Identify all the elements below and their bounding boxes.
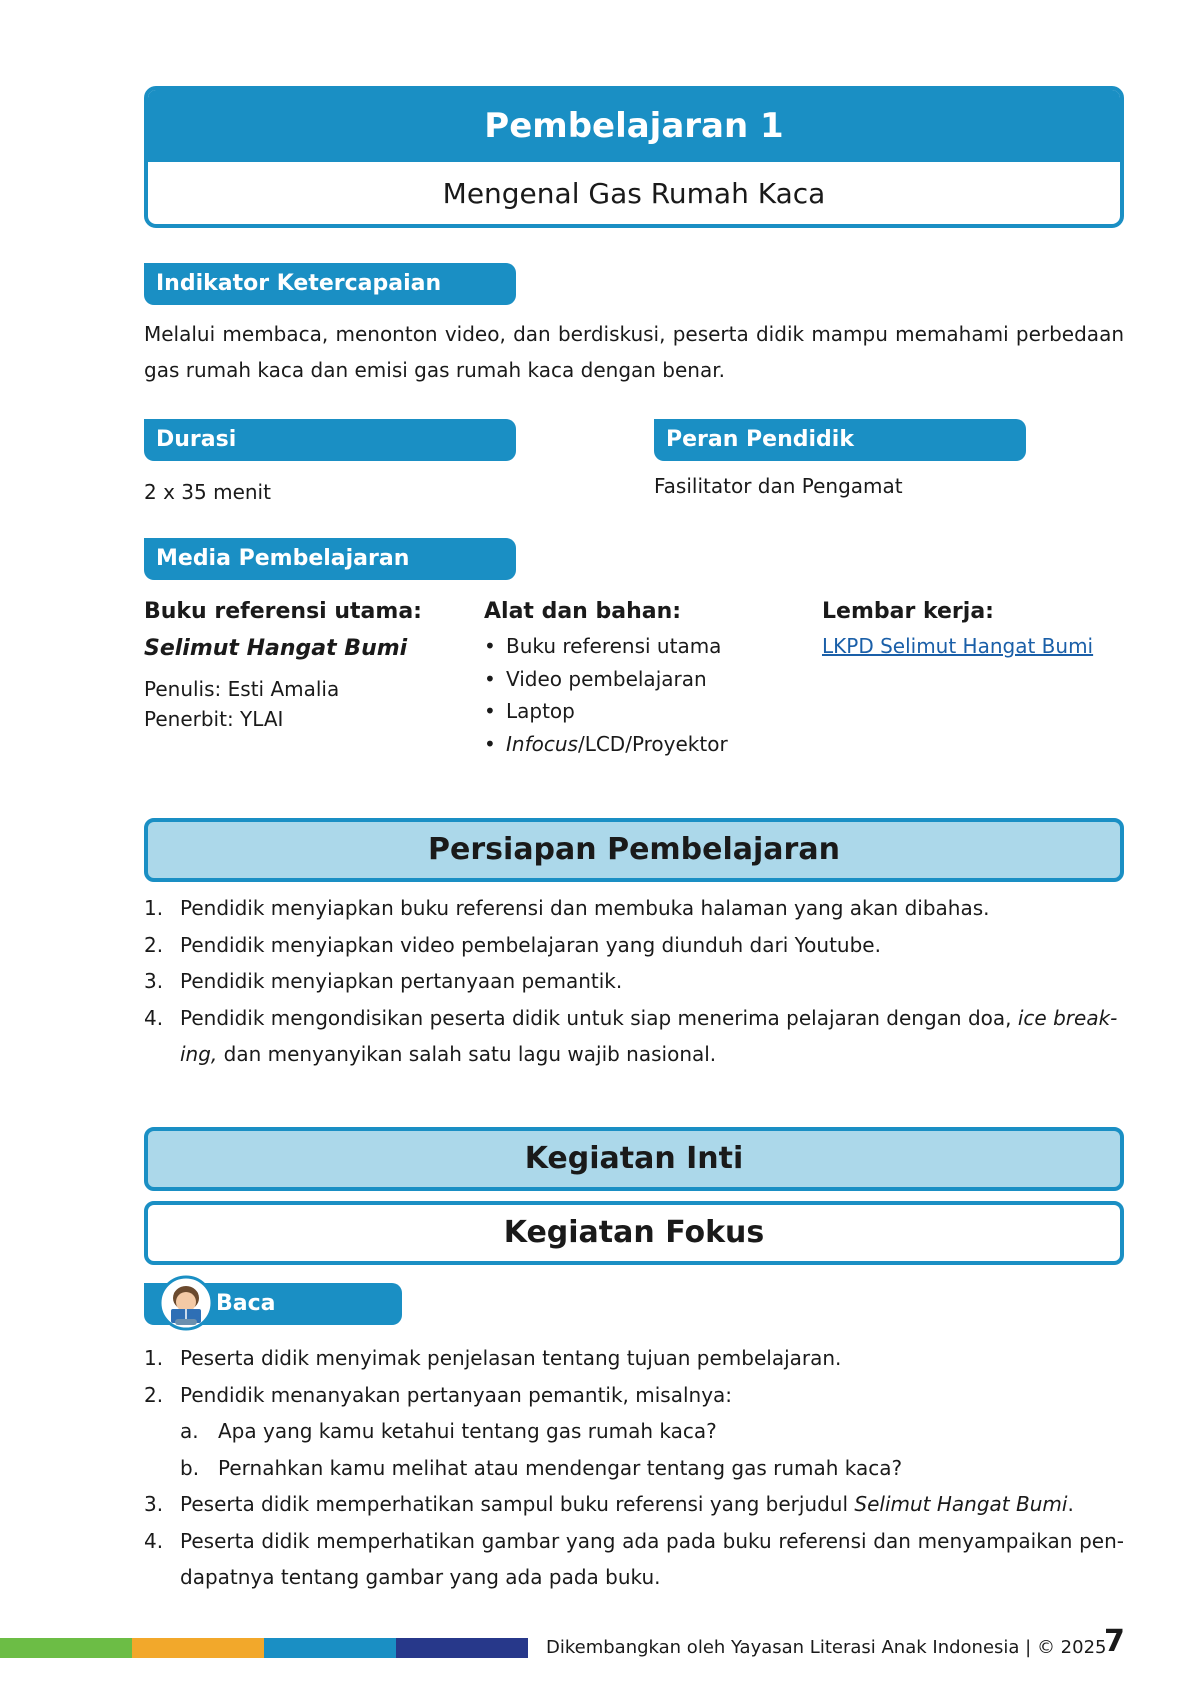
list-item: 4. Pendidik mengondisikan peserta didik untuk siap menerima pelajaran dengan doa, ice break- ing, dan menyanyikan salah satu lagu wajib nasional. <box>144 1005 1118 1066</box>
indikator-text: Melalui membaca, menonton video, dan berdiskusi, peserta didik mampu memahami perbedaan gas rumah kaca dan emisi gas rumah kaca dengan benar. <box>144 322 1124 382</box>
footer-bar-orange <box>132 1638 264 1658</box>
reading-child-icon <box>158 1275 214 1331</box>
footer-bar-blue <box>264 1638 396 1658</box>
list-item <box>484 728 784 761</box>
list-item: • Laptop <box>484 695 784 728</box>
list-item-text: Pendidik menanyakan pertanyaan pemantik, misalnya: <box>180 1382 733 1407</box>
list-item-text: Pendidik mengondisikan peserta didik untuk siap menerima pelajaran dengan doa, <box>180 1005 1018 1030</box>
list-item-text: Pendidik menyiapkan video pembelajaran yang diunduh dari Youtube. <box>180 932 881 957</box>
list-item-text: Peserta didik memperhatikan gambar yang ada pada buku referensi dan menyampaikan pen-dapatnya tentang gambar yang ada pada buku. <box>180 1528 1124 1589</box>
peran-label: Peran Pendidik <box>654 419 1026 461</box>
list-item-text-end: . <box>1067 1492 1074 1516</box>
sub-list-item: b. Pernahkan kamu melihat atau mendengar tentang gas rumah kaca? <box>180 1455 903 1480</box>
lesson-subtitle: Mengenal Gas Rumah Kaca <box>442 177 826 210</box>
buku-penerbit: Penerbit: YLAI <box>144 707 284 731</box>
list-item: 2. Pendidik menanyakan pertanyaan pemantik, misalnya: a. Apa yang kamu ketahui tentang gas rumah kaca? b. Pernahkan kamu melihat atau mendengar tentang gas rumah kaca? <box>144 1377 1124 1487</box>
durasi-label: Durasi <box>144 419 516 461</box>
media-label: Media Pembelajaran <box>144 538 516 580</box>
sub-list-item-text: Apa yang kamu ketahui tentang gas rumah kaca? <box>218 1419 717 1443</box>
list-item-text-cont: dan menyanyikan salah satu lagu wajib nasional. <box>217 1042 717 1066</box>
lkpd-link[interactable]: LKPD Selimut Hangat Bumi <box>822 634 1094 658</box>
infocus-italic: Infocus <box>506 731 578 756</box>
list-item-text: Peserta didik memperhatikan sampul buku referensi yang berjudul <box>180 1492 855 1516</box>
sub-list-item-text: Pernahkan kamu melihat atau mendengar tentang gas rumah kaca? <box>218 1455 903 1480</box>
buku-heading: Buku referensi utama: <box>144 599 422 624</box>
footer-bar-green <box>0 1638 132 1658</box>
sub-list-item: a. Apa yang kamu ketahui tentang gas rumah kaca? <box>180 1419 717 1443</box>
persiapan-list <box>144 890 1124 1073</box>
list-item: 3. Peserta didik memperhatikan sampul buku referensi yang berjudul Selimut Hangat Bumi. <box>144 1492 1074 1516</box>
list-item: 1. Pendidik menyiapkan buku referensi dan membuka halaman yang akan dibahas. <box>144 896 990 920</box>
ice-breaking-italic: ice break- <box>1017 1005 1118 1030</box>
buku-referensi-column <box>144 594 464 734</box>
kegiatan-inti-title: Kegiatan Inti <box>144 1127 1124 1191</box>
durasi-text: 2 x 35 menit <box>144 480 271 504</box>
lesson-title: Pembelajaran 1 <box>148 90 1120 162</box>
lembar-heading: Lembar kerja: <box>822 599 994 624</box>
alat-heading: Alat dan bahan: <box>484 599 682 624</box>
infocus-rest: /LCD/Proyektor <box>577 731 728 756</box>
list-item-text: Peserta didik menyimak penjelasan tentang tujuan pembelajaran. <box>180 1346 842 1370</box>
kegiatan-fokus-title: Kegiatan Fokus <box>144 1201 1124 1265</box>
lembar-column <box>822 594 1122 662</box>
page-number: 7 <box>1104 1624 1125 1659</box>
ice-breaking-italic-cont: ing, <box>180 1042 218 1066</box>
indikator-label: Indikator Ketercapaian <box>144 263 516 305</box>
footer-credit: Dikembangkan oleh Yayasan Literasi Anak Indonesia | © 2025 <box>546 1637 1107 1658</box>
list-item: 3. Pendidik menyiapkan pertanyaan pemantik. <box>144 969 623 993</box>
list-item-text: Pendidik menyiapkan pertanyaan pemantik. <box>180 969 623 993</box>
list-item-text: Pendidik menyiapkan buku referensi dan membuka halaman yang akan dibahas. <box>180 896 990 920</box>
list-item: 4. Peserta didik memperhatikan gambar yang ada pada buku referensi dan menyampaikan pen-dapatnya tentang gambar yang ada pada buku. <box>144 1528 1124 1589</box>
buku-penulis: Penulis: Esti Amalia <box>144 677 340 701</box>
list-item: • Video pembelajaran <box>484 663 784 696</box>
alat-column <box>484 594 784 760</box>
list-item: 2. Pendidik menyiapkan video pembelajaran yang diunduh dari Youtube. <box>144 932 881 957</box>
footer-bar-navy <box>396 1638 528 1658</box>
list-item: • Buku referensi utama <box>484 630 784 663</box>
kegiatan-list <box>144 1340 1124 1596</box>
baca-label: Baca <box>144 1283 402 1325</box>
list-item: 1. Peserta didik menyimak penjelasan tentang tujuan pembelajaran. <box>144 1346 842 1370</box>
buku-title: Selimut Hangat Bumi <box>144 636 408 661</box>
persiapan-section-title: Persiapan Pembelajaran <box>144 818 1124 882</box>
peran-text: Fasilitator dan Pengamat <box>654 474 903 498</box>
lesson-title-box <box>144 86 1124 228</box>
book-title-italic: Selimut Hangat Bumi <box>854 1492 1068 1516</box>
